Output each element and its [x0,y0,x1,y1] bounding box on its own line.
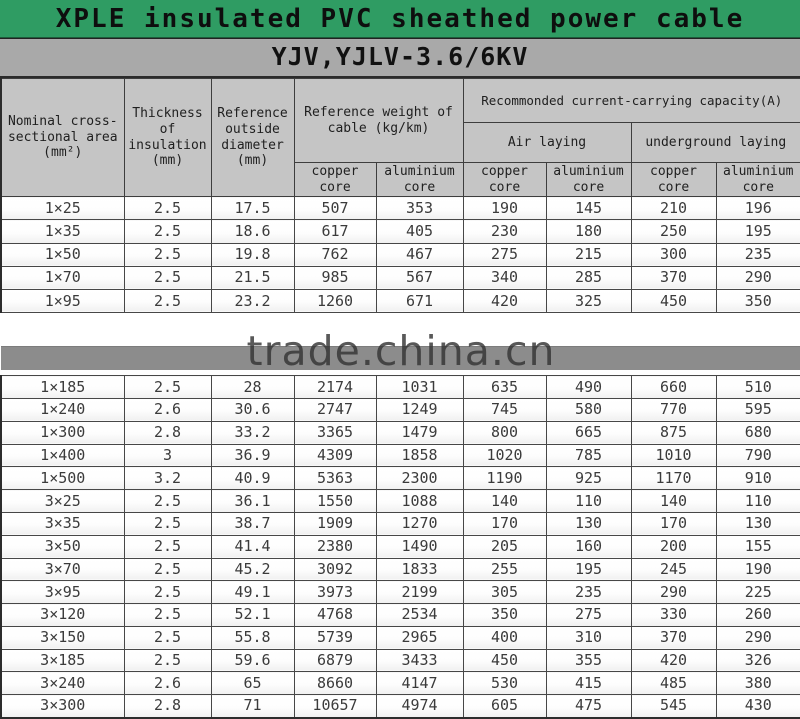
table-cell: 2.5 [124,289,211,312]
header-air-copper: copper core [463,163,546,197]
table-cell: 665 [546,421,631,444]
table-cell: 18.6 [211,220,294,243]
table-cell: 430 [716,695,800,718]
page-subtitle: YJV,YJLV-3.6/6KV [0,38,800,78]
header-underground-aluminium: aluminium core [716,163,800,197]
table-cell: 2.5 [124,376,211,399]
table-cell: 1858 [376,444,463,467]
table-cell: 355 [546,649,631,672]
table-cell: 36.9 [211,444,294,467]
table-cell: 1×50 [1,243,124,266]
table-row [1,243,800,266]
table-cell: 3.2 [124,467,211,490]
table-cell: 4768 [294,604,376,627]
table-cell: 4147 [376,672,463,695]
table-cell: 195 [716,220,800,243]
table-cell: 2300 [376,467,463,490]
header-air-laying: Air laying [463,123,631,163]
table-cell: 275 [546,604,631,627]
table-cell: 595 [716,398,800,421]
table-cell: 4309 [294,444,376,467]
table-cell: 3092 [294,558,376,581]
table-cell: 19.8 [211,243,294,266]
header-nominal-area: Nominal cross-sectional area (mm²) [1,79,124,197]
table-cell: 420 [463,289,546,312]
table-cell: 250 [631,220,716,243]
table-row [1,467,800,490]
table-row [1,604,800,627]
table-cell: 910 [716,467,800,490]
table-cell: 475 [546,695,631,718]
table-cell: 305 [463,581,546,604]
table-cell: 290 [631,581,716,604]
page-title: XPLE insulated PVC sheathed power cable [0,0,800,38]
table-cell: 790 [716,444,800,467]
table-cell: 2.5 [124,197,211,220]
table-cell: 160 [546,535,631,558]
table-cell: 3×50 [1,535,124,558]
table-cell: 3×25 [1,490,124,513]
table-cell: 130 [546,512,631,535]
table-cell: 2747 [294,398,376,421]
table-body-top [1,197,800,313]
table-cell: 1909 [294,512,376,535]
table-cell: 325 [546,289,631,312]
table-cell: 1833 [376,558,463,581]
table-cell: 225 [716,581,800,604]
table-cell: 1×35 [1,220,124,243]
table-cell: 145 [546,197,631,220]
table-cell: 2380 [294,535,376,558]
watermark-section [1,313,800,376]
table-cell: 1031 [376,376,463,399]
watermark-row [1,313,800,376]
table-row [1,266,800,289]
table-cell: 1×70 [1,266,124,289]
table-cell: 1010 [631,444,716,467]
table-cell: 3×150 [1,626,124,649]
table-cell: 671 [376,289,463,312]
table-cell: 6879 [294,649,376,672]
table-cell: 23.2 [211,289,294,312]
table-cell: 17.5 [211,197,294,220]
table-cell: 190 [463,197,546,220]
table-cell: 290 [716,626,800,649]
table-cell: 450 [463,649,546,672]
table-cell: 110 [546,490,631,513]
table-cell: 1270 [376,512,463,535]
table-cell: 21.5 [211,266,294,289]
table-cell: 507 [294,197,376,220]
table-cell: 5739 [294,626,376,649]
table-cell: 2.5 [124,220,211,243]
table-cell: 1×95 [1,289,124,312]
table-row [1,421,800,444]
table-cell: 3×240 [1,672,124,695]
table-cell: 3365 [294,421,376,444]
table-cell: 660 [631,376,716,399]
table-cell: 155 [716,535,800,558]
table-cell: 510 [716,376,800,399]
table-cell: 2.8 [124,695,211,718]
table-cell: 3433 [376,649,463,672]
table-cell: 2.6 [124,672,211,695]
header-weight-copper: copper core [294,163,376,197]
table-cell: 45.2 [211,558,294,581]
table-cell: 567 [376,266,463,289]
table-row [1,535,800,558]
table-cell: 2.5 [124,626,211,649]
table-row [1,289,800,312]
table-cell: 2.5 [124,266,211,289]
table-cell: 4974 [376,695,463,718]
table-cell: 230 [463,220,546,243]
table-cell: 490 [546,376,631,399]
table-cell: 785 [546,444,631,467]
table-cell: 1550 [294,490,376,513]
table-cell: 310 [546,626,631,649]
header-thickness: Thickness of insulation (mm) [124,79,211,197]
table-row [1,558,800,581]
table-cell: 275 [463,243,546,266]
table-body-bottom [1,376,800,718]
table-cell: 2.5 [124,490,211,513]
table-cell: 3973 [294,581,376,604]
table-cell: 71 [211,695,294,718]
table-cell: 1020 [463,444,546,467]
table-cell: 1490 [376,535,463,558]
table-row [1,581,800,604]
table-cell: 3×185 [1,649,124,672]
table-cell: 40.9 [211,467,294,490]
table-cell: 2534 [376,604,463,627]
table-cell: 38.7 [211,512,294,535]
table-cell: 370 [631,266,716,289]
table-cell: 1170 [631,467,716,490]
table-header [1,79,800,197]
table-cell: 130 [716,512,800,535]
table-cell: 190 [716,558,800,581]
table-cell: 2.6 [124,398,211,421]
table-cell: 400 [463,626,546,649]
table-cell: 2965 [376,626,463,649]
table-cell: 36.1 [211,490,294,513]
header-capacity-group: Recommonded current-carrying capacity(A) [463,79,800,123]
table-cell: 3×300 [1,695,124,718]
table-cell: 350 [716,289,800,312]
header-underground-copper: copper core [631,163,716,197]
table-cell: 680 [716,421,800,444]
table-cell: 235 [546,581,631,604]
table-cell: 3×95 [1,581,124,604]
table-cell: 2.5 [124,649,211,672]
table-cell: 49.1 [211,581,294,604]
spec-table [0,78,800,719]
table-cell: 2.8 [124,421,211,444]
table-row [1,376,800,399]
table-cell: 2174 [294,376,376,399]
table-cell: 545 [631,695,716,718]
table-cell: 1088 [376,490,463,513]
table-cell: 340 [463,266,546,289]
table-cell: 180 [546,220,631,243]
table-cell: 467 [376,243,463,266]
table-cell: 59.6 [211,649,294,672]
table-cell: 450 [631,289,716,312]
header-air-aluminium: aluminium core [546,163,631,197]
table-cell: 875 [631,421,716,444]
table-cell: 2.5 [124,604,211,627]
table-cell: 41.4 [211,535,294,558]
table-cell: 1249 [376,398,463,421]
table-cell: 52.1 [211,604,294,627]
table-cell: 30.6 [211,398,294,421]
table-cell: 2.5 [124,581,211,604]
table-cell: 10657 [294,695,376,718]
header-weight-group: Reference weight of cable (kg/km) [294,79,463,163]
table-cell: 1×185 [1,376,124,399]
table-cell: 205 [463,535,546,558]
table-cell: 925 [546,467,631,490]
table-row [1,490,800,513]
table-cell: 196 [716,197,800,220]
table-row [1,512,800,535]
table-cell: 370 [631,626,716,649]
table-row [1,649,800,672]
table-cell: 8660 [294,672,376,695]
table-cell: 745 [463,398,546,421]
table-cell: 215 [546,243,631,266]
table-cell: 415 [546,672,631,695]
table-cell: 5363 [294,467,376,490]
table-cell: 245 [631,558,716,581]
table-cell: 235 [716,243,800,266]
table-cell: 1260 [294,289,376,312]
table-cell: 210 [631,197,716,220]
watermark: trade.china.cn [246,327,556,376]
table-cell: 353 [376,197,463,220]
table-cell: 1×500 [1,467,124,490]
table-cell: 300 [631,243,716,266]
table-cell: 28 [211,376,294,399]
table-cell: 1×400 [1,444,124,467]
table-cell: 170 [631,512,716,535]
header-underground-laying: underground laying [631,123,800,163]
table-cell: 530 [463,672,546,695]
table-row [1,398,800,421]
table-cell: 580 [546,398,631,421]
table-cell: 110 [716,490,800,513]
table-cell: 1190 [463,467,546,490]
table-cell: 485 [631,672,716,695]
table-cell: 3×35 [1,512,124,535]
table-cell: 260 [716,604,800,627]
table-cell: 170 [463,512,546,535]
table-cell: 1×240 [1,398,124,421]
table-cell: 140 [631,490,716,513]
table-row [1,197,800,220]
table-cell: 290 [716,266,800,289]
table-cell: 405 [376,220,463,243]
table-cell: 1479 [376,421,463,444]
table-row [1,220,800,243]
table-cell: 3×120 [1,604,124,627]
table-row [1,672,800,695]
table-cell: 55.8 [211,626,294,649]
table-cell: 285 [546,266,631,289]
table-row [1,695,800,718]
table-cell: 1×25 [1,197,124,220]
table-cell: 2.5 [124,535,211,558]
header-row-1 [1,79,800,123]
table-cell: 1×300 [1,421,124,444]
table-row [1,444,800,467]
table-cell: 800 [463,421,546,444]
table-cell: 420 [631,649,716,672]
table-cell: 255 [463,558,546,581]
table-row [1,626,800,649]
table-cell: 140 [463,490,546,513]
table-cell: 65 [211,672,294,695]
table-cell: 330 [631,604,716,627]
table-cell: 3 [124,444,211,467]
table-cell: 2199 [376,581,463,604]
table-cell: 985 [294,266,376,289]
header-weight-aluminium: aluminium core [376,163,463,197]
header-outside-diameter: Reference outside diameter (mm) [211,79,294,197]
table-cell: 770 [631,398,716,421]
table-cell: 635 [463,376,546,399]
table-cell: 195 [546,558,631,581]
table-cell: 326 [716,649,800,672]
table-cell: 2.5 [124,512,211,535]
table-cell: 200 [631,535,716,558]
table-cell: 380 [716,672,800,695]
table-cell: 2.5 [124,558,211,581]
table-cell: 33.2 [211,421,294,444]
table-cell: 3×70 [1,558,124,581]
table-cell: 762 [294,243,376,266]
table-cell: 350 [463,604,546,627]
table-cell: 605 [463,695,546,718]
table-cell: 617 [294,220,376,243]
table-cell: 2.5 [124,243,211,266]
